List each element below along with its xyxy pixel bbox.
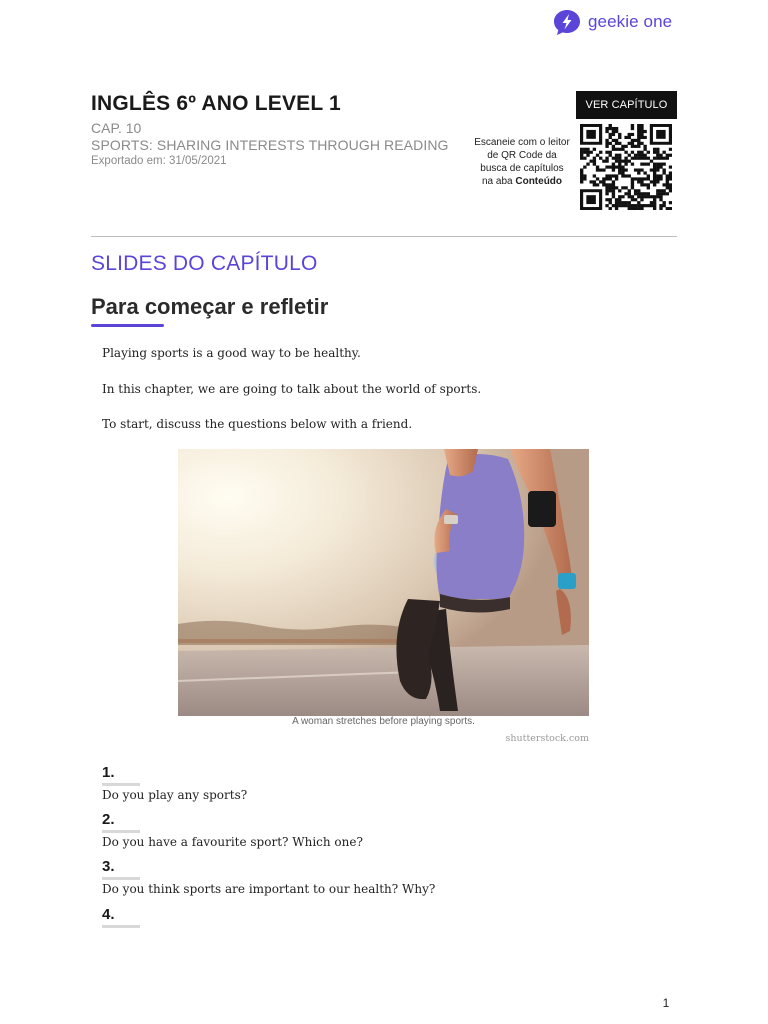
intro-paragraph: Playing sports is a good way to be healthy.: [102, 346, 361, 360]
slide-title-underline: [91, 324, 164, 327]
photo-illustration: [178, 449, 589, 716]
question-number-underline: [102, 925, 140, 928]
question-number-underline: [102, 830, 140, 833]
photo-credit: shutterstock.com: [505, 733, 589, 744]
intro-paragraph: To start, discuss the questions below with a friend.: [102, 417, 413, 431]
qr-instructions-text: Escaneie com o leitor de QR Code da busca de capítulos na aba: [474, 137, 570, 187]
question-number: 3.: [102, 858, 115, 875]
photo-caption: A woman stretches before playing sports.: [292, 716, 475, 727]
woman-stretching-photo: [178, 449, 589, 716]
slide-title: Para começar e refletir: [91, 294, 329, 319]
chapter-number: CAP. 10: [91, 120, 142, 136]
qr-code-icon[interactable]: [580, 124, 672, 210]
section-title: SLIDES DO CAPÍTULO: [91, 252, 318, 275]
intro-paragraph: In this chapter, we are going to talk about the world of sports.: [102, 382, 482, 396]
question-number: 2.: [102, 811, 115, 828]
question-text: Do you think sports are important to our health? Why?: [102, 882, 436, 896]
page-number: 1: [662, 996, 670, 1010]
question-number: 4.: [102, 906, 115, 923]
view-chapter-button[interactable]: VER CAPÍTULO: [576, 91, 677, 119]
question-text: Do you have a favourite sport? Which one?: [102, 835, 363, 849]
question-number-underline: [102, 877, 140, 880]
chapter-subtitle: SPORTS: SHARING INTERESTS THROUGH READING: [91, 137, 449, 153]
question-text: Do you play any sports?: [102, 788, 248, 802]
document-title: INGLÊS 6º ANO LEVEL 1: [91, 92, 341, 115]
question-number-underline: [102, 783, 140, 786]
brand-name: geekie one: [588, 12, 673, 31]
header-divider: [91, 236, 677, 237]
qr-instructions-bold: Conteúdo: [515, 176, 563, 187]
brand-logo: [552, 8, 672, 36]
export-date: Exportado em: 31/05/2021: [91, 155, 227, 167]
question-number: 1.: [102, 764, 115, 781]
lightning-chat-icon: [552, 8, 582, 36]
qr-instructions: [474, 136, 570, 188]
